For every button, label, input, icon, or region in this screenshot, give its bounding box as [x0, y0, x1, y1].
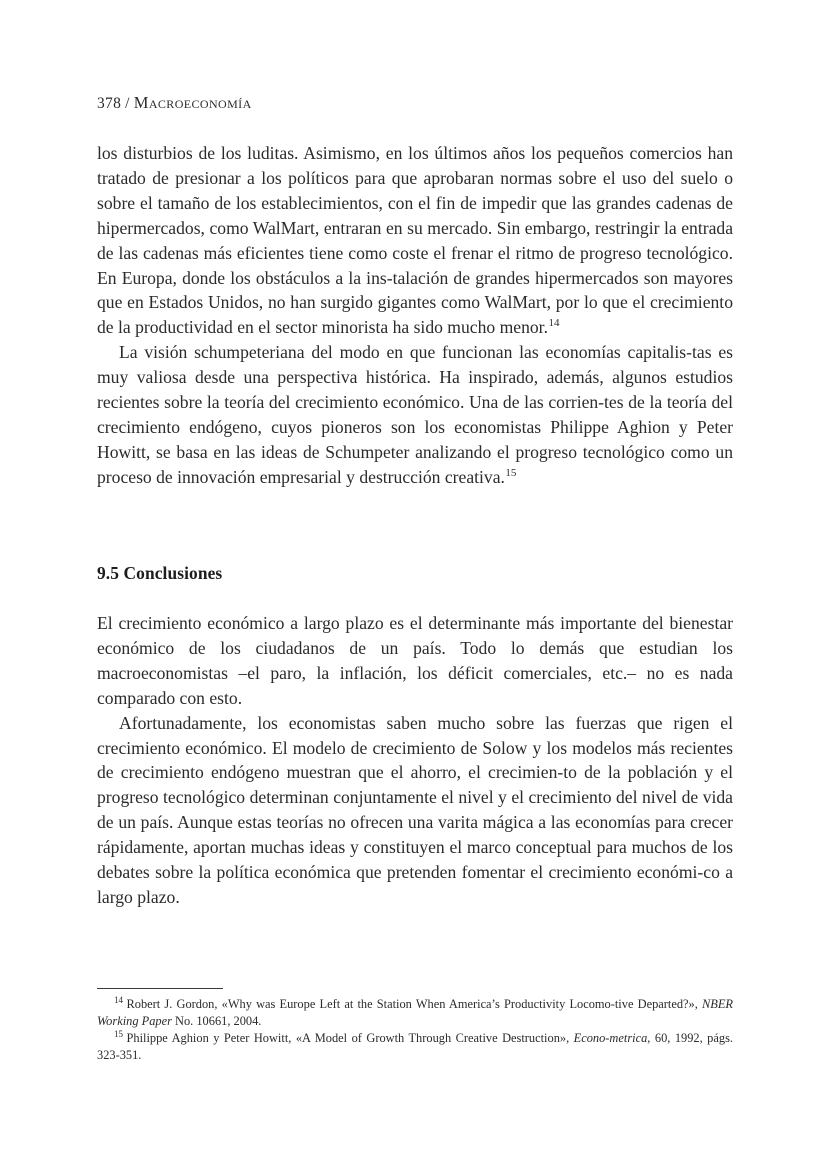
- page-folio: 378: [97, 95, 122, 112]
- paragraph-continued: [97, 141, 733, 340]
- footnote-reference-14[interactable]: 14: [548, 317, 560, 330]
- footnote-14: [97, 996, 733, 1029]
- footnote-15-text-before: Philippe Aghion y Peter Howitt, «A Model of Growth Through Creative Destruction»,: [126, 1031, 574, 1046]
- book-title: Macroeconomía: [133, 93, 252, 112]
- paragraph-schumpeter-text: La visión schumpeteriana del modo en que funcionan las economías capitalis-​tas es muy valiosa desde una perspectiva histórica. Ha inspirado, además, algunos estudios recientes sobre la teoría del crecimiento económico. Una de las corrien-​tes de la teoría del crecimiento endógeno, cuyos pioneros son los economistas Philippe Aghion y Peter Howitt, se basa en las ideas de Schumpeter analizando el progreso tecnológico como un proceso de innovación empresarial y destrucción creativa.: [97, 342, 733, 487]
- footnote-14-text-before: Robert J. Gordon, «Why was Europe Left at the Station When America’s Productivity Locomo-​tive Departed?»,: [126, 997, 703, 1011]
- section-heading-conclusiones: 9.5 Conclusiones: [97, 563, 223, 583]
- conclusions-paragraph-1: El crecimiento económico a largo plazo es el determinante más importante del bienestar económico de los ciudadanos de un país. Todo lo demás que estudian los macroeconomistas –el paro, la inflación, los déficit comerciales, etc.– no es nada comparado con esto.: [97, 613, 733, 708]
- footnote-15: [97, 1030, 733, 1063]
- conclusions-text-block: [97, 611, 733, 910]
- footnote-number-14: 14: [114, 994, 123, 1005]
- footnote-14-source-title: NBER Working Paper: [97, 997, 733, 1028]
- footnote-separator-rule: [97, 988, 223, 989]
- paragraph-schumpeter: [97, 340, 733, 489]
- footnote-15-source-title: Econo-​metrica: [573, 1031, 648, 1046]
- running-head: [97, 93, 252, 113]
- body-text-block: [97, 141, 733, 490]
- footnotes-section: [97, 988, 733, 1063]
- footnote-15-text-after: , 60, 1992, págs. 323-351.: [97, 1031, 733, 1062]
- conclusions-paragraph-2: Afortunadamente, los economistas saben mucho sobre las fuerzas que rigen el crecimiento económico. El modelo de crecimiento de Solow y los modelos más recientes de crecimiento endógeno muestran que el ahorro, el crecimien-​to de la población y el progreso tecnológico determinan conjuntamente el nivel y el crecimiento del nivel de vida de un país. Aunque estas teorías no ofrecen una varita mágica a las economías para crecer rápidamente, aportan muchas ideas y constituyen el marco conceptual para muchos de los debates sobre la política económica que pretenden fomentar el crecimiento económi-​co a largo plazo.: [97, 712, 733, 907]
- footnote-14-text-after: No. 10661, 2004.: [171, 1013, 262, 1028]
- running-head-separator: /: [125, 95, 130, 112]
- footnote-reference-15[interactable]: 15: [505, 466, 517, 479]
- footnote-number-15: 15: [114, 1029, 123, 1040]
- paragraph-continued-text: los disturbios de los luditas. Asimismo, en los últimos años los pequeños comercios han tratado de presionar a los políticos para que aprobaran normas sobre el uso del suelo o sobre el tamaño de los establecimientos, con el fin de impedir que las grandes cadenas de hipermercados, como WalMart, entraran en su mercado. Sin embargo, restringir la entrada de las cadenas más eficientes tiene como coste el frenar el ritmo de progreso tecnológico. En Europa, donde los obstáculos a la ins-​talación de grandes hipermercados son mayores que en Estados Unidos, no han surgido gigantes como WalMart, por lo que el crecimiento de la productividad en el sector minorista ha sido mucho menor.: [97, 143, 733, 338]
